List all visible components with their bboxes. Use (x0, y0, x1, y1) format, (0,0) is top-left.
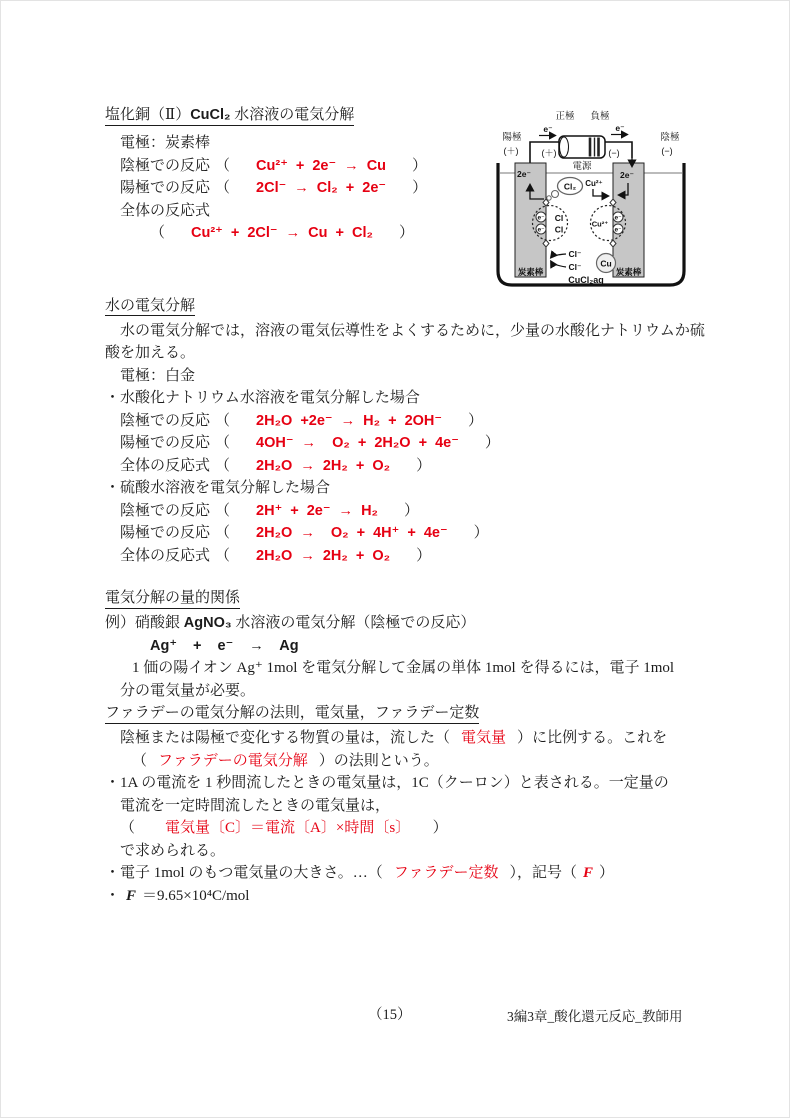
reaction-label: 陽極での反応 (120, 435, 211, 451)
paren-close: ） (416, 547, 432, 564)
paren-close: ） (484, 435, 500, 451)
cathode-reaction-line (105, 500, 750, 523)
heading-text: 電気分解の量的関係 (105, 590, 240, 609)
paren-close: ） (517, 730, 533, 746)
heading-text: ファラデーの電気分解の法則，電気量，ファラデー定数 (105, 705, 479, 724)
copper-deposit-icon (597, 254, 616, 273)
electrode-line (105, 365, 750, 388)
negative-terminal-label: 負極 (590, 111, 610, 122)
paren-open: （ (215, 435, 231, 451)
coulomb-text: ・1A の電流を 1 秒間流したときの電気量は，1C（クーロン）と表される。一定量の (105, 775, 669, 791)
paragraph-text: 分の電気量が必要。 (120, 682, 256, 699)
heading-text: 水の電気分解 (105, 298, 195, 317)
electron-in-circle: e⁻ (614, 214, 622, 222)
paren-open: （ (562, 865, 578, 881)
reaction-label: 陰極での反応 (120, 157, 211, 174)
solution-label: CuCl₂aq (568, 275, 604, 285)
faraday-blank-answer: ファラデー定数 (393, 865, 499, 881)
law-text: 陰極または陽極で変化する物質の量は，流した (120, 730, 436, 746)
law-blank-answer: ファラデーの電気分解 (158, 752, 308, 769)
faraday-symbol: F (126, 887, 137, 904)
case-title-text: ・硫酸水溶液を電気分解した場合 (105, 480, 331, 496)
reaction-equation: 4OH⁻ → O₂ + 2H₂O + 4e⁻ (256, 435, 459, 451)
power-source-label: 電源 (572, 161, 592, 172)
electron-label-right: e⁻ (615, 123, 625, 133)
battery-plus-sign: (＋) (541, 148, 557, 158)
paragraph-line (105, 657, 750, 680)
reaction-equation: 2H⁺ + 2e⁻ → H₂ (256, 502, 378, 519)
cathode-sign: (−) (661, 146, 673, 156)
ion-equation: Ag⁺ + e⁻ → Ag (150, 637, 299, 654)
paren-open: （ (435, 730, 451, 746)
paragraph-text: 酸を加える。 (105, 345, 196, 361)
positive-terminal-label: 正極 (555, 111, 575, 122)
reaction-label: 陽極での反応 (120, 180, 211, 196)
carbon-rod-label-right: 炭素棒 (615, 267, 642, 277)
faraday-value: ＝9.65×10⁴C/mol (142, 887, 250, 904)
cu-ion-in-circle: Cu²⁺ (591, 219, 609, 229)
formula-post-line (105, 840, 750, 863)
paren-close: ） (412, 157, 428, 174)
paragraph-text: 1 価の陽イオン Ag⁺ 1mol を電気分解して金属の単体 1mol を得るには，電子 1mol (132, 660, 675, 676)
electron-in-circle: e⁻ (614, 226, 622, 234)
page-number: （15） (368, 1007, 412, 1023)
paren-open: （ (150, 225, 166, 241)
paren-close: ） (473, 525, 489, 541)
paren-close: ） (318, 752, 334, 769)
law-line1 (105, 727, 750, 750)
cell-diagram-svg (493, 106, 690, 294)
chloride-ion-label: Cl⁻ (568, 249, 582, 259)
reaction-equation: 2Cl⁻ → Cl₂ + 2e⁻ (256, 180, 387, 196)
reaction-equation: 2H₂O → O₂ + 4H⁺ + 4e⁻ (256, 525, 448, 541)
battery-icon (559, 136, 605, 158)
electrode-text: 電極：白金 (120, 367, 196, 384)
overall-reaction-line (105, 455, 750, 478)
paren-close: ） (398, 225, 414, 241)
reaction-label: 陰極での反応 (120, 502, 211, 519)
coulomb-line1 (105, 772, 750, 795)
reaction-equation: 2H₂O +2e⁻ → H₂ + 2OH⁻ (256, 412, 443, 429)
cl2-label: Cl₂ (563, 181, 577, 192)
coulomb-text: 電流を一定時間流したときの電気量は， (120, 797, 391, 814)
paren-close: ） (416, 457, 432, 474)
charge-formula-line (105, 817, 750, 840)
carbon-rod-label-left: 炭素棒 (517, 267, 544, 277)
anode-label: 陽極 (502, 132, 522, 143)
paren-open: （ (215, 547, 231, 564)
cl-atom-label: Cl (554, 224, 564, 235)
section-water-heading (105, 295, 750, 320)
heading-chem-formula: CuCl₂ (190, 107, 231, 123)
reaction-equation: 2H₂O → 2H₂ + O₂ (256, 547, 391, 564)
paragraph-line (105, 342, 750, 365)
case-h2so4-title (105, 477, 750, 500)
electron-label-left: e⁻ (543, 124, 553, 134)
paragraph-line (105, 680, 750, 703)
chloride-arrow (551, 262, 566, 268)
paragraph-line (105, 320, 750, 343)
paren-open: （ (215, 502, 231, 519)
overall-label: 全体の反応式 (120, 202, 211, 219)
paren-open: （ (215, 525, 231, 541)
faraday-symbol: F (583, 865, 594, 881)
cathode-reaction-line (105, 410, 750, 433)
anode-sign: (＋) (503, 146, 519, 156)
paren-close: ） (599, 865, 615, 881)
paren-open: （ (215, 180, 231, 196)
example-text-post: 水溶液の電気分解（陰極での反応） (231, 615, 476, 631)
reaction-label: 陽極での反応 (120, 525, 211, 541)
paren-open: （ (215, 412, 231, 429)
chlorine-gas-bubble-icon (547, 178, 583, 201)
2e-label-left: 2e⁻ (517, 169, 531, 179)
charge-formula-answer: 電気量〔C〕＝電流〔A〕×時間〔s〕 (165, 820, 403, 836)
faraday-text-mid: ，記号 (516, 865, 562, 881)
overall-reaction-line (105, 545, 750, 568)
reaction-equation: Cu²⁺ + 2e⁻ → Cu (256, 157, 387, 174)
section-faraday-heading (105, 702, 750, 727)
paren-open: （ (215, 157, 231, 174)
chloride-ion-label: Cl⁻ (568, 262, 582, 272)
case-title-text: ・水酸化ナトリウム水溶液を電気分解した場合 (105, 390, 420, 406)
paren-close: ） (412, 180, 428, 196)
example-chem-formula: AgNO₃ (183, 615, 232, 631)
electrolysis-cell-diagram (493, 106, 690, 294)
heading-text: 塩化銅（Ⅱ） (105, 107, 191, 123)
reaction-label: 全体の反応式 (120, 457, 211, 474)
example-line (105, 612, 750, 635)
cu-metal-label: Cu (600, 258, 612, 269)
cl-atom-label: Cl (554, 213, 564, 223)
reaction-equation: 2H₂O → 2H₂ + O₂ (256, 457, 391, 474)
law-text-post: の法則という。 (333, 752, 439, 769)
2e-label-right: 2e⁻ (620, 170, 634, 180)
chloride-arrow (551, 254, 566, 258)
paren-open: （ (120, 820, 136, 836)
bullet: ・ (105, 887, 121, 904)
paren-close: ） (404, 502, 420, 519)
section-quantity-heading (105, 587, 750, 612)
paren-open: （ (132, 752, 148, 769)
battery-minus-sign: (−) (608, 148, 620, 158)
example-text: 例）硝酸銀 (105, 615, 184, 631)
reaction-label: 陰極での反応 (120, 412, 211, 429)
ion-equation-line (105, 635, 750, 658)
paren-open: （ (215, 457, 231, 474)
paragraph-text: 水の電気分解では，溶液の電気伝導性をよくするために，少量の水酸化ナトリウムか硫 (120, 322, 705, 339)
document-label: 3編3章_酸化還元反応_教師用 (507, 1009, 683, 1024)
cu-ion-arrow (593, 189, 608, 196)
law-blank-answer: 電気量 (461, 730, 507, 746)
heading-text-post: 水溶液の電気分解 (230, 107, 355, 123)
law-line2 (105, 750, 750, 773)
paren-close: ） (468, 412, 484, 429)
reaction-label: 全体の反応式 (120, 547, 211, 564)
law-text-post: に比例する。これを (532, 730, 668, 746)
cu-ion-label: Cu²⁺ (585, 179, 603, 188)
paren-close: ） (509, 865, 517, 881)
faraday-constant-line (105, 862, 750, 885)
electron-in-circle: e⁻ (537, 214, 545, 222)
paren-close: ） (432, 820, 448, 836)
faraday-value-line (105, 885, 750, 908)
coulomb-line2 (105, 795, 750, 818)
paren-open: （ (367, 865, 383, 881)
anode-reaction-line (105, 522, 750, 545)
anode-reaction-line (105, 432, 750, 455)
overall-equation: Cu²⁺ + 2Cl⁻ → Cu + Cl₂ (191, 225, 373, 241)
electrode-text: 電極：炭素棒 (120, 135, 211, 151)
cathode-label: 陰極 (660, 132, 680, 143)
faraday-text: ・電子 1mol のもつ電気量の大きさ。… (105, 865, 368, 881)
formula-post-text: で求められる。 (120, 842, 226, 859)
electron-in-circle: e⁻ (537, 226, 545, 234)
case-naoh-title (105, 387, 750, 410)
